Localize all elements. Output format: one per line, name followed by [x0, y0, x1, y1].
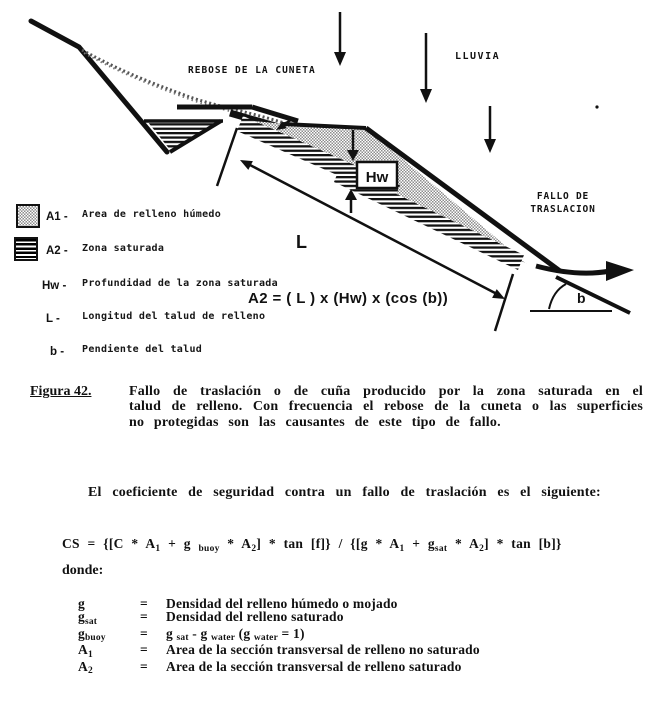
- hw-box-label: Hw: [365, 169, 389, 186]
- l-dimension-label: L: [296, 232, 307, 252]
- legend-item-a2: [46, 241, 165, 259]
- a2-equation: A2 = ( L ) x (Hw) x (cos (b)): [248, 290, 449, 307]
- legend-swatch-a2: [14, 237, 38, 261]
- legend-desc-a1: Area de relleno húmedo: [82, 209, 222, 220]
- figure-number-label: Figura 42.: [30, 384, 92, 399]
- legend-swatch-a1: [16, 204, 40, 228]
- def-equals: =: [140, 642, 148, 658]
- intro-paragraph: El coeficiente de seguridad contra un fallo de traslación es el siguiente:: [88, 485, 601, 500]
- def-desc: Area de la sección transversal de relleno saturado: [166, 658, 462, 674]
- legend-symbol-b: b -: [50, 346, 65, 358]
- def-desc: Densidad del relleno húmedo o mojado: [166, 596, 398, 611]
- donde-label: donde:: [62, 563, 104, 578]
- def-symbol: gsat: [78, 609, 98, 628]
- legend-symbol-hw: Hw -: [42, 280, 67, 292]
- legend-symbol-a2: A2 -: [46, 245, 68, 257]
- legend-item-hw: [42, 276, 278, 294]
- def-equals: =: [140, 658, 148, 674]
- slope-angle-arc: [549, 284, 566, 309]
- def-symbol: A2: [78, 658, 93, 677]
- legend-desc-a2: Zona saturada: [82, 243, 165, 254]
- def-equals: =: [140, 625, 148, 641]
- definitions-list: [78, 597, 480, 676]
- legend-symbol-l: L -: [46, 313, 60, 325]
- def-equals: =: [140, 596, 148, 611]
- cut-slope-line: [31, 21, 167, 152]
- legend-desc-b: Pendiente del talud: [82, 344, 203, 355]
- lower-ground-line: [556, 277, 630, 313]
- def-equals: =: [140, 609, 148, 625]
- legend-item-b: [50, 342, 203, 360]
- def-symbol: A1: [78, 642, 93, 660]
- def-desc: Densidad del relleno saturado: [166, 609, 344, 625]
- legend-symbol-a1: A1 -: [46, 211, 68, 223]
- rebose-label: REBOSE DE LA CUNETA: [188, 65, 316, 76]
- legend-item-a1: [46, 207, 222, 225]
- figure-caption-text: Fallo de traslación o de cuña producido por la zona saturada en el talud de relleno. Con frecuencia el rebose de la cuneta o las superficies no protegidas son las causantes de este tipo de fallo.: [129, 384, 643, 430]
- safety-factor-equation: CS = {[C * A1 + g buoy * A2] * tan [f]} / {[g * A1 + gsat * A2] * tan [b]}: [62, 536, 562, 554]
- fallo-label-line2: TRASLACION: [530, 204, 596, 215]
- slope-angle-label: b: [577, 290, 586, 306]
- lluvia-label: LLUVIA: [455, 51, 501, 62]
- scan-speck: [595, 105, 598, 108]
- legend-desc-l: Longitud del talud de relleno: [82, 311, 266, 322]
- def-desc: g sat - g water (g water = 1): [166, 625, 305, 644]
- legend-desc-hw: Profundidad de la zona saturada: [82, 278, 278, 289]
- fallo-label-line1: FALLO DE: [536, 191, 590, 202]
- def-symbol: g: [78, 596, 85, 611]
- legend-item-l: [46, 309, 266, 327]
- def-desc: Area de la sección transversal de relleno no saturado: [166, 642, 480, 658]
- def-symbol: gbuoy: [78, 625, 106, 644]
